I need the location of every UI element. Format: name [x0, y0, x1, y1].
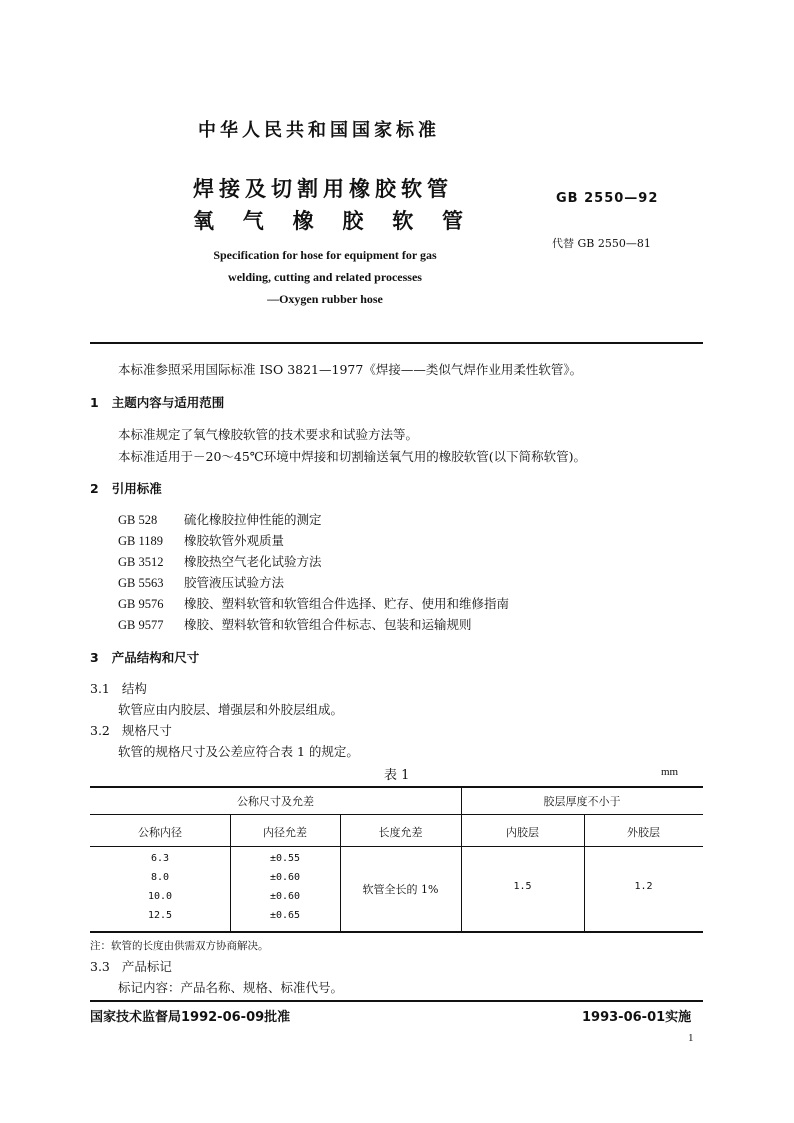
- column-header: 内胶层: [506, 826, 539, 839]
- table-cell: ±0.65: [269, 910, 301, 921]
- reference-item: [118, 531, 284, 549]
- reference-item: [118, 552, 322, 570]
- subsection-3-2-text: 软管的规格尺寸及公差应符合表 1 的规定。: [118, 744, 359, 759]
- subsection-title: 规格尺寸: [121, 723, 172, 738]
- section2-heading: [90, 479, 162, 497]
- title-char: 橡: [292, 209, 314, 233]
- table-cell-outer-layer: 1.2: [634, 881, 653, 892]
- table-cell: 8.0: [150, 872, 170, 883]
- reference-code: GB 9577: [118, 618, 164, 632]
- subsection-3-2-heading: [90, 721, 172, 739]
- table-1: [90, 786, 703, 933]
- table-top-border: [90, 786, 703, 788]
- reference-item: [118, 510, 322, 528]
- title-char: 胶: [342, 209, 364, 233]
- table-rule: [90, 846, 703, 847]
- header-divider: [90, 342, 703, 344]
- chinese-title-line1: 焊接及切割用橡胶软管: [193, 177, 453, 201]
- table-bottom-border: [90, 931, 703, 933]
- section1-heading: [90, 393, 224, 411]
- reference-code: GB 5563: [118, 576, 164, 590]
- table-cell: ±0.55: [269, 853, 301, 864]
- reference-code: GB 9576: [118, 597, 164, 611]
- section-number: 2: [90, 481, 99, 496]
- section-number: 1: [90, 395, 99, 410]
- national-standard-heading: 中华人民共和国国家标准: [198, 120, 440, 141]
- table-cell: 12.5: [147, 910, 173, 921]
- table-group-header: 胶层厚度不小于: [543, 795, 621, 808]
- table-note: 注：软管的长度由供需双方协商解决。: [90, 940, 269, 952]
- standard-number: GB 2550—92: [556, 191, 659, 206]
- subsection-number: 3.1: [90, 681, 110, 696]
- table-cell: ±0.60: [269, 891, 301, 902]
- table-cell: 6.3: [150, 853, 170, 864]
- reference-title: 胶管液压试验方法: [184, 575, 285, 590]
- reference-code: GB 1189: [118, 534, 164, 548]
- reference-title: 橡胶、塑料软管和软管组合件标志、包装和运输规则: [184, 617, 472, 632]
- reference-title: 橡胶软管外观质量: [184, 533, 285, 548]
- column-header: 外胶层: [627, 826, 660, 839]
- chinese-title-line2: [193, 205, 463, 235]
- table-cell-inner-layer: 1.5: [513, 881, 532, 892]
- subsection-3-1-heading: [90, 679, 147, 697]
- table-unit: mm: [661, 766, 679, 778]
- section1-paragraph: 本标准规定了氧气橡胶软管的技术要求和试验方法等。: [118, 427, 419, 442]
- title-char: 管: [441, 209, 463, 233]
- english-title-line2: welding, cutting and related processes: [228, 270, 422, 284]
- title-char: 气: [242, 209, 264, 233]
- subsection-title: 结构: [121, 681, 147, 696]
- table-cell: ±0.60: [269, 872, 301, 883]
- footer-divider: [90, 1000, 703, 1002]
- subsection-title: 产品标记: [121, 959, 172, 974]
- column-header: 长度允差: [378, 826, 423, 839]
- reference-item: [118, 594, 509, 612]
- english-title-line3: —Oxygen rubber hose: [267, 292, 383, 306]
- section3-heading: [90, 648, 199, 666]
- subsection-3-3-heading: [90, 957, 172, 975]
- table-cell-length-tolerance: 软管全长的 1%: [362, 883, 439, 896]
- title-char: 软: [392, 209, 414, 233]
- approval-date: 国家技术监督局1992-06-09批准: [90, 1010, 291, 1025]
- subsection-3-3-text: 标记内容：产品名称、规格、标准代号。: [118, 980, 344, 995]
- subsection-number: 3.3: [90, 959, 110, 974]
- implementation-date: 1993-06-01实施: [582, 1010, 692, 1025]
- intro-paragraph: 本标准参照采用国际标准 ISO 3821—1977《焊接——类似气焊作业用柔性软管》。: [118, 362, 583, 377]
- english-title-line1: Specification for hose for equipment for gas: [213, 248, 437, 262]
- column-header: 内径允差: [263, 826, 307, 839]
- reference-item: [118, 573, 284, 591]
- reference-title: 橡胶、塑料软管和软管组合件选择、贮存、使用和维修指南: [184, 596, 510, 611]
- reference-code: GB 528: [118, 513, 158, 527]
- title-char: 氧: [193, 209, 214, 233]
- section-title: 主题内容与适用范围: [111, 395, 225, 410]
- reference-item: [118, 615, 472, 633]
- replaces-standard: 代替 GB 2550—81: [552, 237, 651, 250]
- section-title: 产品结构和尺寸: [111, 650, 200, 665]
- subsection-number: 3.2: [90, 723, 110, 738]
- reference-title: 硫化橡胶拉伸性能的测定: [184, 512, 322, 527]
- section1-paragraph: 本标准适用于－20～45℃环境中焊接和切割输送氧气用的橡胶软管(以下简称软管)。: [118, 449, 587, 464]
- subsection-3-1-text: 软管应由内胶层、增强层和外胶层组成。: [118, 702, 344, 717]
- table-group-header: 公称尺寸及允差: [237, 795, 314, 808]
- reference-title: 橡胶热空气老化试验方法: [184, 554, 322, 569]
- table-rule: [90, 814, 703, 815]
- table-cell: 10.0: [147, 891, 173, 902]
- section-title: 引用标准: [111, 481, 162, 496]
- page-number: 1: [688, 1032, 694, 1044]
- reference-code: GB 3512: [118, 555, 164, 569]
- column-header: 公称内径: [138, 826, 182, 839]
- table-caption: 表 1: [384, 768, 410, 783]
- section-number: 3: [90, 650, 99, 665]
